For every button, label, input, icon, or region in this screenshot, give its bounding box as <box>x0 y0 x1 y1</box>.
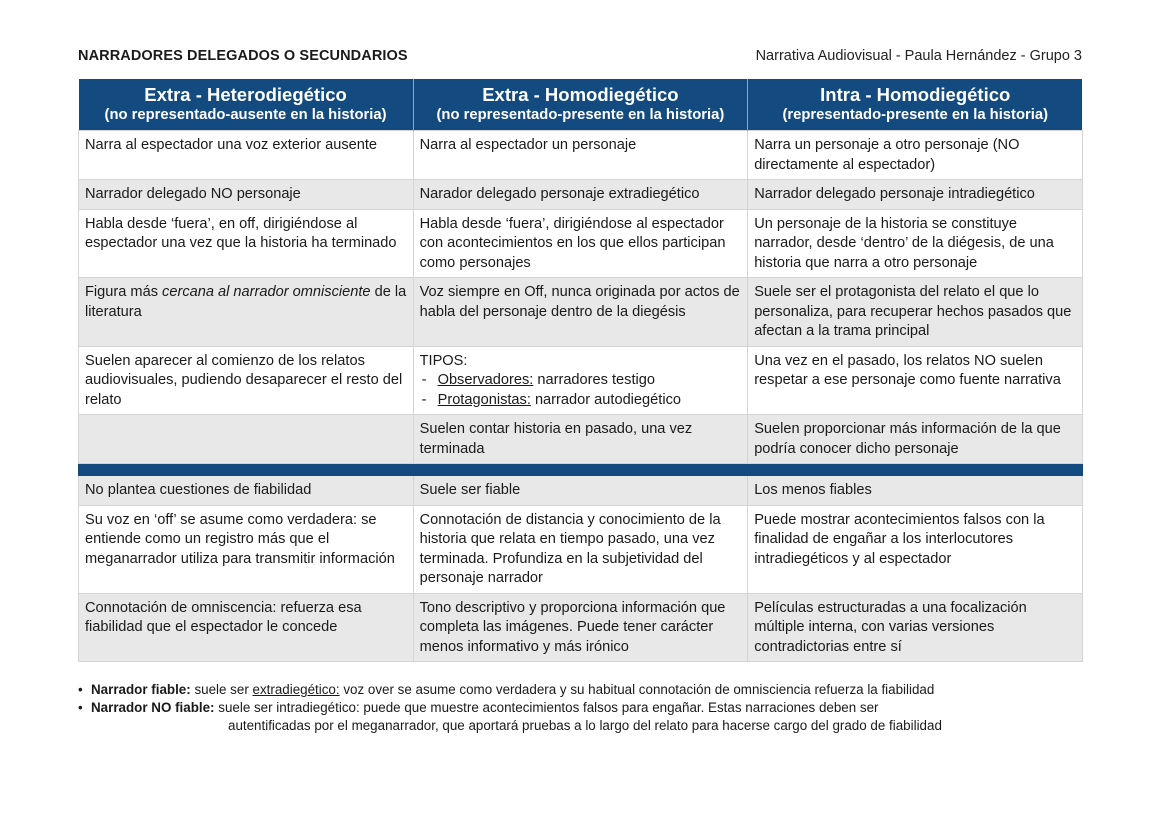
document-title: NARRADORES DELEGADOS O SECUNDARIOS <box>78 48 408 64</box>
table-row <box>79 209 1083 278</box>
tipos-heading: TIPOS: <box>419 352 468 369</box>
bullet-icon: • <box>78 682 83 697</box>
column-header-extra-heterodiegetico <box>79 79 414 131</box>
table-cell-tipos <box>413 346 748 415</box>
table-cell <box>79 278 414 347</box>
note-narrador-fiable <box>78 681 1082 699</box>
note-continuation: autentificadas por el meganarrador, que aportará pruebas a lo largo del relato para hacerse cargo del grado de fiabilidad <box>228 718 942 733</box>
document-header <box>78 48 1082 70</box>
column-title: Intra - Homodiegético <box>820 84 1011 105</box>
table-cell-empty <box>79 415 414 464</box>
separator-cell <box>79 464 414 476</box>
tipo-term: Observadores: <box>437 372 534 388</box>
column-subtitle: (no representado-ausente en la historia) <box>104 107 387 123</box>
table-cell: Connotación de omniscencia: refuerza esa fiabilidad que el espectador le concede <box>79 593 414 662</box>
column-subtitle: (representado-presente en la historia) <box>782 107 1049 123</box>
note-text: voz over se asume como verdadera y su habitual connotación de omnisciencia refuerza la fiabilidad <box>339 682 935 697</box>
footnotes <box>78 681 1082 735</box>
table-cell: Narra al espectador una voz exterior ausente <box>79 131 414 180</box>
cell-text: de la literatura <box>85 284 407 320</box>
note-narrador-no-fiable <box>78 699 1082 717</box>
note-label: Narrador NO fiable: <box>91 700 215 715</box>
table-row <box>79 505 1083 593</box>
note-text: suele ser <box>190 682 253 697</box>
table-cell: Voz siempre en Off, nunca originada por actos de habla del personaje dentro de la diegésis <box>413 278 748 347</box>
table-header-row <box>79 79 1083 131</box>
table-row <box>79 131 1083 180</box>
table-cell: Habla desde ‘fuera’, en off, dirigiéndose al espectador una vez que la historia ha terminado <box>79 209 414 278</box>
table-cell: Habla desde ‘fuera’, dirigiéndose al espectador con acontecimientos en los que ellos participan como personajes <box>413 209 748 278</box>
tipo-term: Protagonistas: <box>437 391 531 408</box>
table-cell: Una vez en el pasado, los relatos NO suelen respetar a ese personaje como fuente narrativa <box>748 346 1083 415</box>
table-cell: Suelen proporcionar más información de la que podría conocer dicho personaje <box>748 415 1083 464</box>
tipo-desc: narradores testigo <box>533 372 655 388</box>
tipo-desc: narrador autodiegético <box>530 391 681 408</box>
table-cell: Suelen aparecer al comienzo de los relatos audiovisuales, pudiendo desaparecer el resto del relato <box>79 346 414 415</box>
table-cell: Los menos fiables <box>748 476 1083 506</box>
table-cell: Narrador delegado NO personaje <box>79 180 414 210</box>
bullet-icon: • <box>78 700 83 715</box>
note-underline: extradiegético: <box>252 682 340 697</box>
table-row <box>79 593 1083 662</box>
list-item: - Observadores: narradores testigo <box>421 372 655 388</box>
table-cell: Suele ser fiable <box>413 476 748 506</box>
table-cell: Suelen contar historia en pasado, una vez terminada <box>413 415 748 464</box>
table-row <box>79 415 1083 464</box>
table-cell: Connotación de distancia y conocimiento de la historia que relata en tiempo pasado, una vez terminada. Profundiza en la subjetividad del personaje narrador <box>413 505 748 593</box>
column-header-extra-homodiegetico <box>413 79 748 131</box>
cell-emphasis: cercana al narrador omnisciente <box>162 284 371 300</box>
table-row <box>79 476 1083 506</box>
table-cell: Narrador delegado personaje intradiegético <box>748 180 1083 210</box>
table-cell: Un personaje de la historia se constituye narrador, desde ‘dentro’ de la diégesis, de una historia que narra a otro personaje <box>748 209 1083 278</box>
table-cell: Tono descriptivo y proporciona información que completa las imágenes. Puede tener carácter menos informativo y más irónico <box>413 593 748 662</box>
narrators-table <box>78 79 1083 662</box>
column-header-intra-homodiegetico <box>748 79 1083 131</box>
table-cell: Suele ser el protagonista del relato el que lo personaliza, para recuperar hechos pasados que afectan a la trama principal <box>748 278 1083 347</box>
document-page <box>78 48 1082 735</box>
table-row <box>79 346 1083 415</box>
document-subtitle: Narrativa Audiovisual - Paula Hernández - Grupo 3 <box>755 48 1082 64</box>
table-cell: Narra un personaje a otro personaje (NO directamente al espectador) <box>748 131 1083 180</box>
table-separator-row <box>79 464 1083 476</box>
note-label: Narrador fiable: <box>91 682 191 697</box>
separator-cell <box>413 464 748 476</box>
note-text: suele ser intradiegético: puede que muestre acontecimientos falsos para engañar. Estas narraciones deben ser <box>214 700 879 715</box>
table-row <box>79 180 1083 210</box>
table-cell: Narador delegado personaje extradiegético <box>413 180 748 210</box>
table-cell: No plantea cuestiones de fiabilidad <box>79 476 414 506</box>
list-item: - Protagonistas: narrador autodiegético <box>421 391 681 408</box>
table-cell: Su voz en ‘off’ se asume como verdadera: se entiende como un registro más que el meganarrador utiliza para transmitir información <box>79 505 414 593</box>
column-subtitle: (no representado-presente en la historia) <box>436 107 725 123</box>
table-cell: Puede mostrar acontecimientos falsos con la finalidad de engañar a los interlocutores intradiegéticos y al espectador <box>748 505 1083 593</box>
column-title: Extra - Homodiegético <box>482 84 679 105</box>
table-cell: Películas estructuradas a una focalización múltiple interna, con varias versiones contradictorias entre sí <box>748 593 1083 662</box>
tipos-list <box>420 371 742 410</box>
separator-cell <box>748 464 1083 476</box>
table-cell: Narra al espectador un personaje <box>413 131 748 180</box>
cell-text: Figura más <box>85 284 163 300</box>
column-title: Extra - Heterodiegético <box>144 84 347 105</box>
table-row <box>79 278 1083 347</box>
